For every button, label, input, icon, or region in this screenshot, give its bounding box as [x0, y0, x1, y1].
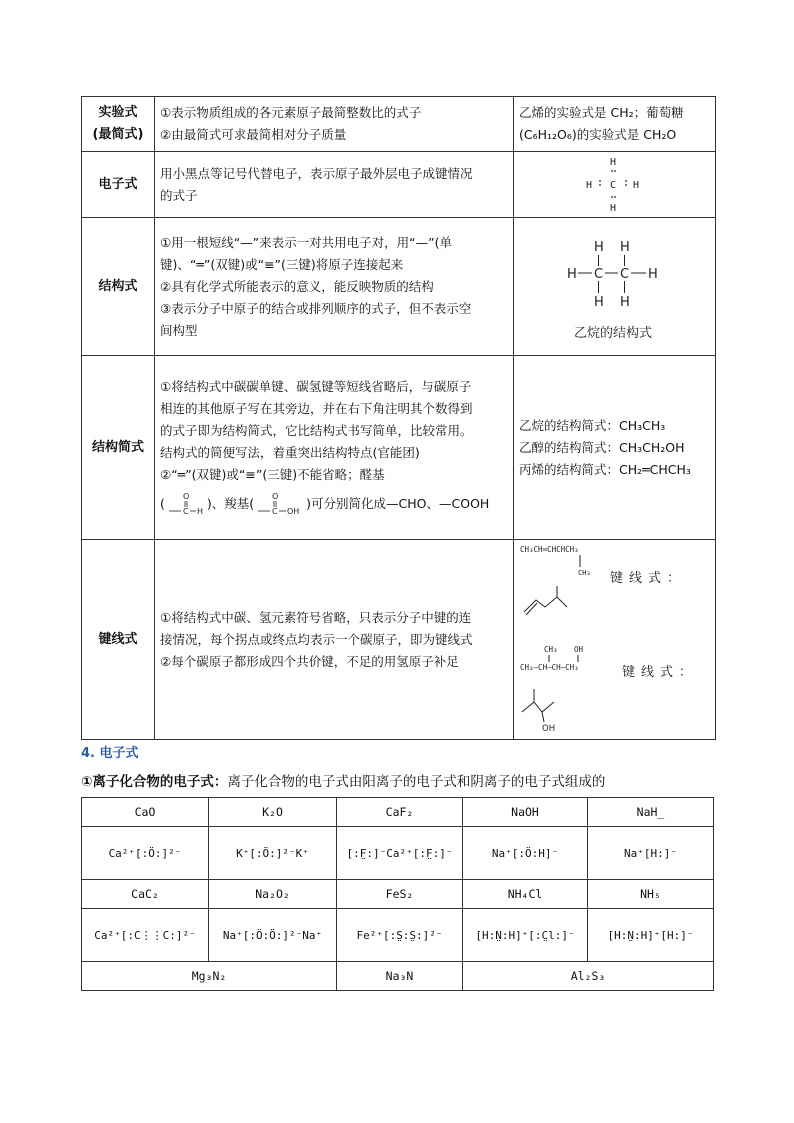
row-condensed-formula	[82, 356, 716, 540]
table-row	[82, 827, 714, 880]
row-example: 乙烯的实验式是 CH₂；葡萄糖 (C₆H₁₂O₆)的实验式是 CH₂O	[514, 97, 716, 152]
compound-k2o: K₂O	[209, 798, 337, 827]
ethane-caption: 乙烷的结构式	[573, 325, 653, 341]
svg-text:O: O	[182, 491, 190, 501]
row-name: 实验式 (最简式)	[82, 97, 155, 152]
row-description: 用小黑点等记号代替电子，表示原子最外层电子成键情况 的式子	[155, 152, 514, 218]
table-row	[82, 909, 714, 962]
row-example	[514, 152, 716, 218]
electron-formula-fes2: Fe²⁺[:S̤:S̤:]²⁻	[337, 909, 463, 962]
atom-h-left: H	[586, 179, 593, 191]
electron-formula-cac2: Ca²⁺[:C⋮⋮C:]²⁻	[82, 909, 209, 962]
row-description: ①表示物质组成的各元素原子最简整数比的式子 ②由最简式可求最简相对分子质量	[155, 97, 514, 152]
row-example: 乙烷的结构简式：CH₃CH₃ 乙醇的结构简式：CH₃CH₂OH 丙烯的结构简式：CH₂═CHCH₃	[514, 356, 716, 540]
electron-formula-cao: Ca²⁺[:Ö:]²⁻	[82, 827, 209, 880]
carboxyl-group-diagram	[254, 491, 306, 519]
example2-oh: OH	[542, 723, 556, 734]
section-title: 4. 电子式	[81, 746, 139, 761]
atom-c: C	[620, 266, 630, 282]
example2-label: 键线式：	[622, 664, 699, 680]
atom-h-bottom: H	[610, 202, 617, 214]
atom-h: H	[620, 239, 630, 255]
example1-branch: CH₃	[578, 568, 591, 577]
skeletal-chain-2	[522, 702, 554, 712]
row-example	[514, 218, 716, 356]
example2-top2: OH	[574, 644, 584, 654]
compound-cac2: CaC₂	[82, 880, 209, 909]
svg-text:C: C	[182, 506, 189, 516]
compound-na2o2: Na₂O₂	[209, 880, 337, 909]
row-electron-formula	[82, 152, 716, 218]
skeletal-formula-examples	[514, 541, 716, 739]
compound-caf2: CaF₂	[337, 798, 463, 827]
table-row	[82, 880, 714, 909]
atom-c: C	[610, 179, 617, 191]
compound-na3n: Na₃N	[337, 962, 463, 991]
methane-lewis-structure	[514, 153, 716, 217]
compound-fes2: FeS₂	[337, 880, 463, 909]
row-name: 结构简式	[82, 356, 155, 540]
compound-naoh: NaOH	[463, 798, 588, 827]
electron-formula-nah: Na⁺[H:]⁻	[588, 827, 714, 880]
compound-mg3n2: Mg₃N₂	[82, 962, 337, 991]
row-name: 键线式	[82, 540, 155, 740]
atom-c: C	[594, 266, 604, 282]
row-example	[514, 540, 716, 740]
ethane-structural-formula	[514, 219, 716, 355]
row-name: 结构式	[82, 218, 155, 356]
electron-formula-naoh: Na⁺[:Ö:H]⁻	[463, 827, 588, 880]
aldehyde-group-diagram	[165, 491, 207, 519]
electron-formula-nh4cl: [H:N̤:H]⁺[:C̤l:]⁻	[463, 909, 588, 962]
electron-formula-na2o2: Na⁺[:Ö:Ö:]²⁻Na⁺	[209, 909, 337, 962]
atom-h-top: H	[610, 156, 617, 168]
electron-formula-k2o: K⁺[:Ö:]²⁻K⁺	[209, 827, 337, 880]
atom-h: H	[567, 266, 577, 282]
atom-h: H	[648, 266, 658, 282]
oh-bond	[542, 712, 544, 722]
row-skeletal-formula	[82, 540, 716, 740]
example1-condensed: CH₃CH═CHCHCH₃	[520, 544, 579, 554]
row-name: 电子式	[82, 152, 155, 218]
row-structural-formula	[82, 218, 716, 356]
atom-h: H	[594, 294, 604, 310]
ionic-compounds-table	[81, 797, 714, 991]
svg-text:H: H	[196, 506, 203, 516]
intro-line: ①离子化合物的电子式：离子化合物的电子式由阳离子的电子式和阴离子的电子式组成的	[81, 774, 606, 790]
svg-text:C: C	[272, 506, 278, 516]
electron-formula-caf2: [:F̤:]⁻Ca²⁺[:F̤:]⁻	[337, 827, 463, 880]
formula-types-table	[81, 96, 716, 740]
row-description: ①将结构式中碳碳单键、碳氢键等短线省略后，与碳原子 相连的其他原子写在其旁边，并在右下角注明其个数得到 的式子即为结构简式，它比结构式书写简单，比较常用。 结构式的简便写法，着重突出结构特点(官能团) ②“═”(双键)或“≡”(三键)不能省略；醛基 ( O C H )、羧基( O C OH )可分别简化成—CHO、—COOH	[155, 356, 514, 540]
row-empirical-formula	[82, 97, 716, 152]
example2-top1: CH₃	[544, 644, 558, 654]
compound-nh4cl: NH₄Cl	[463, 880, 588, 909]
atom-h: H	[594, 239, 604, 255]
row-description: ①将结构式中碳、氢元素符号省略，只表示分子中键的连 接情况，每个拐点或终点均表示一个碳原子，即为键线式 ②每个碳原子都形成四个共价键，不足的用氢原子补足	[155, 540, 514, 740]
row-description: ①用一根短线“—”来表示一对共用电子对，用“—”(单 键)、“═”(双键)或“≡”(三键)将原子连接起来 ②具有化学式所能表示的意义，能反映物质的结构 ③表示分子中原子的结合或排列顺序的式子，但不表示空 间构型	[155, 218, 514, 356]
bond-lines	[578, 255, 646, 293]
table-row	[82, 962, 714, 991]
atom-h: H	[620, 294, 630, 310]
compound-al2s3: Al₂S₃	[463, 962, 714, 991]
svg-text:OH: OH	[287, 506, 300, 516]
example2-main: CH₃—CH—CH—CH₃	[520, 662, 579, 672]
example1-label: 键线式：	[610, 570, 687, 586]
compound-nh5: NH₅	[588, 880, 714, 909]
compound-nah: NaH_	[588, 798, 714, 827]
svg-text:O: O	[272, 491, 279, 501]
electron-formula-nh5: [H:N̤:H]⁺[H:]⁻	[588, 909, 714, 962]
table-row	[82, 798, 714, 827]
compound-cao: CaO	[82, 798, 209, 827]
atom-h-right: H	[633, 179, 640, 191]
